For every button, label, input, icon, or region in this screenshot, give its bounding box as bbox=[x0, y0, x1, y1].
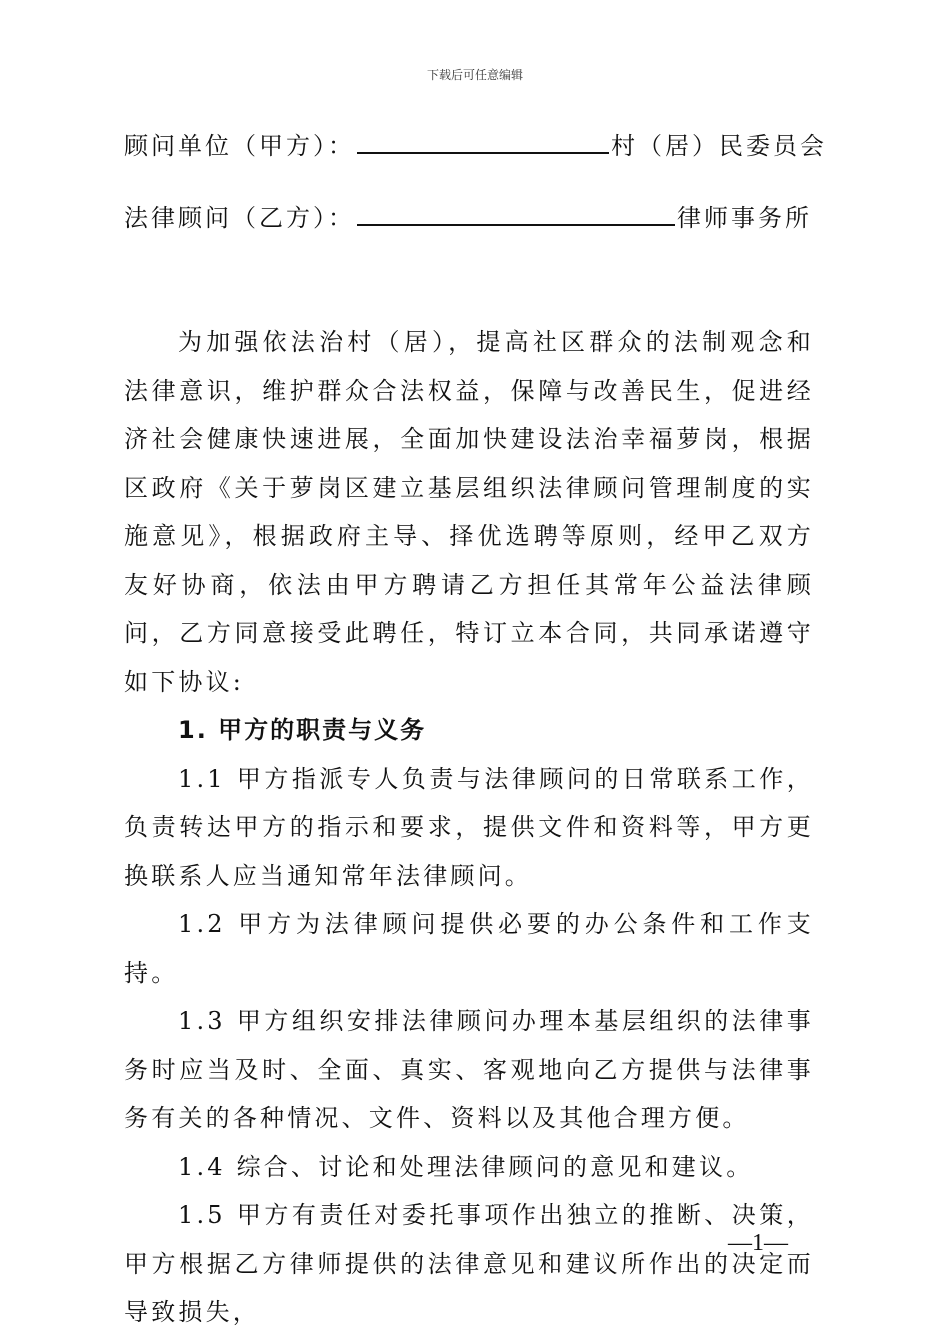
party-b-label: 法律顾问（乙方）： bbox=[124, 204, 355, 232]
party-b-suffix: 律师事务所 bbox=[677, 204, 812, 232]
clause-1-2: 1.2 甲方为法律顾问提供必要的办公条件和工作支持。 bbox=[124, 910, 814, 987]
section-1-title: 1. 甲方的职责与义务 bbox=[178, 716, 427, 744]
party-b-line bbox=[124, 198, 812, 233]
clause-1-3: 1.3 甲方组织安排法律顾问办理本基层组织的法律事务时应当及时、全面、真实、客观地向乙方提供与法律事务有关的各种情况、文件、资料以及其他合理方便。 bbox=[124, 1007, 814, 1132]
clause-1-4: 1.4 综合、讨论和处理法律顾问的意见和建议。 bbox=[178, 1152, 754, 1181]
party-a-label: 顾问单位（甲方）： bbox=[124, 132, 355, 160]
party-a-line bbox=[124, 126, 827, 161]
contract-body bbox=[124, 318, 814, 1337]
party-a-blank bbox=[357, 126, 609, 154]
page-number: —1— bbox=[728, 1230, 788, 1256]
header-note: 下载后可任意编辑 bbox=[426, 68, 523, 82]
party-b-blank bbox=[357, 198, 675, 226]
intro-paragraph: 为加强依法治村（居），提高社区群众的法制观念和法律意识，维护群众合法权益，保障与改善民生，促进经济社会健康快速进展，全面加快建设法治幸福萝岗，根据区政府《关于萝岗区建立基层组织法律顾问管理制度的实施意见》，根据政府主导、择优选聘等原则，经甲乙双方友好协商，依法由甲方聘请乙方担任其常年公益法律顾问，乙方同意接受此聘任，特订立本合同，共同承诺遵守如下协议: bbox=[124, 328, 814, 696]
party-a-suffix: 村（居）民委员会 bbox=[611, 132, 827, 160]
clause-1-5: 1.5 甲方有责任对委托事项作出独立的推断、决策，甲方根据乙方律师提供的法律意见和建议所作出的决定而导致损失， bbox=[124, 1201, 814, 1326]
clause-1-1: 1.1 甲方指派专人负责与法律顾问的日常联系工作，负责转达甲方的指示和要求，提供文件和资料等，甲方更换联系人应当通知常年法律顾问。 bbox=[124, 764, 814, 890]
